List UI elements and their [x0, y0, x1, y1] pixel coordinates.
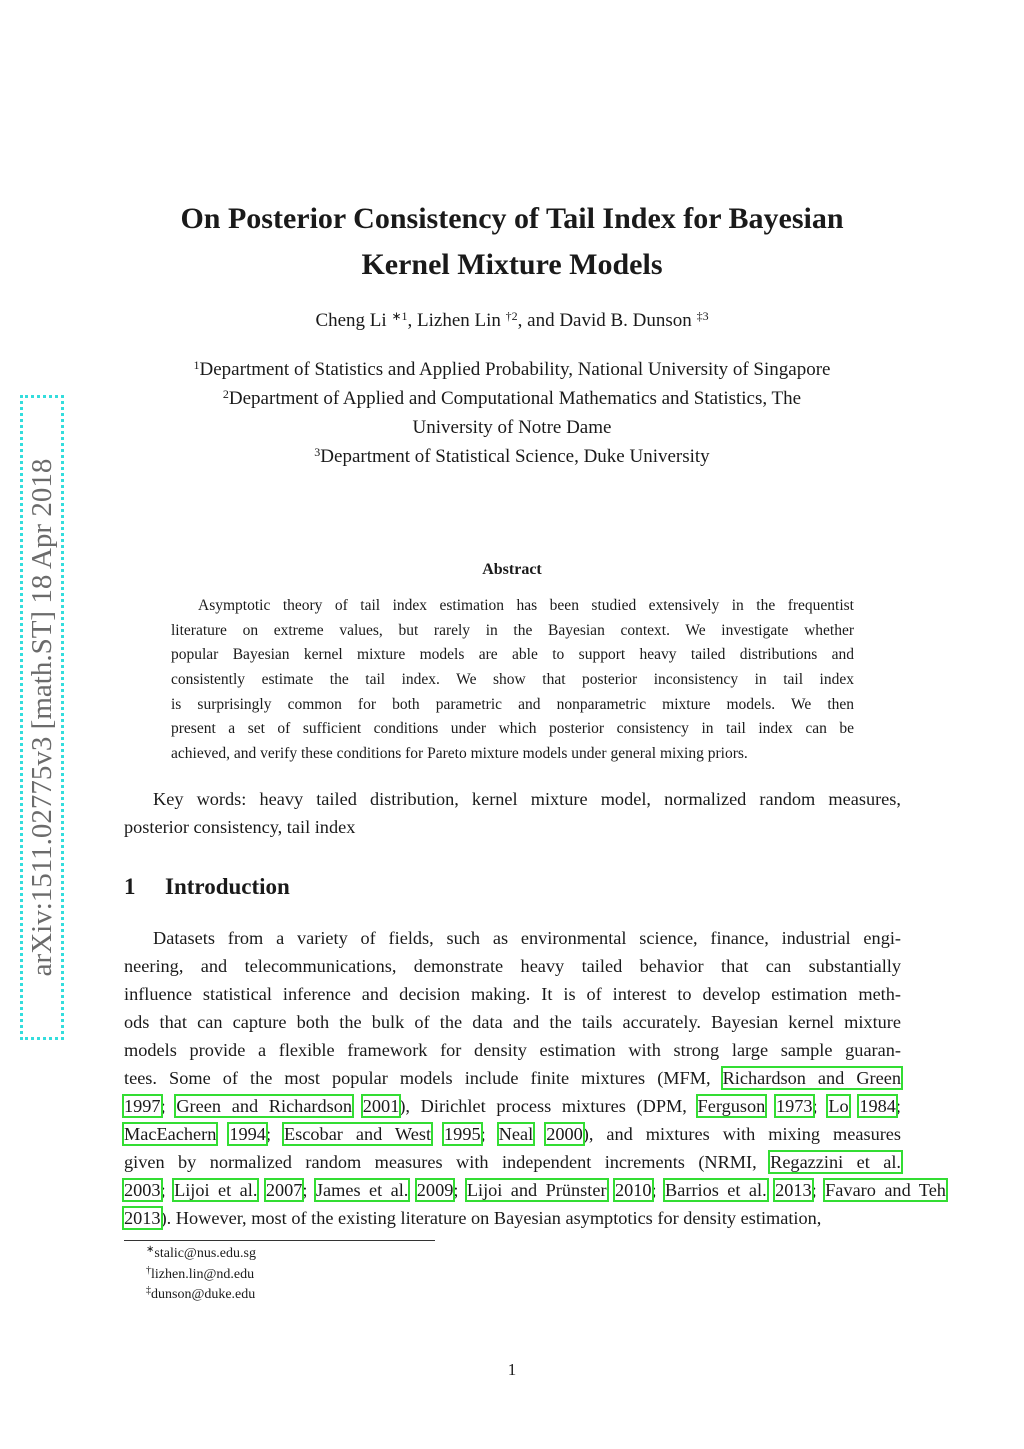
citation-year-link[interactable]: 2013: [124, 1208, 161, 1228]
abstract-line: popular Bayesian kernel mixture models are able to support heavy tailed distributions and: [171, 646, 854, 664]
citation-link[interactable]: Richardson and Green: [722, 1068, 902, 1088]
author-name: Cheng Li: [315, 310, 387, 331]
affiliation-line: [110, 355, 914, 384]
section-number: 1: [124, 874, 136, 899]
footnotes: [146, 1244, 256, 1306]
footnote-mark: ∗: [146, 1244, 155, 1255]
abstract-line: is surprisingly common for both parametric and nonparametric mixture models. We then: [171, 695, 854, 713]
citation-link[interactable]: Regazzini et al.: [770, 1152, 901, 1172]
text-run: ;: [480, 1124, 499, 1144]
text-run: ;: [812, 1096, 829, 1116]
section-title: Introduction: [165, 874, 290, 899]
paragraph-line: neering, and telecommunications, demonstrate heavy tailed behavior that can substantially: [124, 956, 901, 976]
text-run: ;: [651, 1180, 666, 1200]
citation-year-link[interactable]: 1994: [229, 1124, 266, 1144]
affiliation-text: University of Notre Dame: [412, 417, 612, 438]
introduction-paragraph: [124, 924, 946, 1232]
text-run: tees. Some of the most popular models include finite mixtures (MFM,: [124, 1068, 723, 1088]
footnote-email: dunson@duke.edu: [151, 1287, 256, 1302]
citation-link[interactable]: Lo: [828, 1096, 849, 1116]
keywords-line: posterior consistency, tail index: [124, 817, 356, 837]
abstract-line: consistently estimate the tail index. We show that posterior inconsistency in tail index: [171, 671, 854, 689]
citation-year-link[interactable]: 1995: [444, 1124, 481, 1144]
citation-link[interactable]: Barrios et al.: [665, 1180, 767, 1200]
text-run: ;: [453, 1180, 467, 1200]
affiliation-text: Department of Applied and Computational Mathematics and Statistics, The: [228, 388, 802, 409]
page-number: 1: [507, 1360, 517, 1379]
text-run: ), and mixtures with mixing measures: [582, 1124, 902, 1144]
citation-year-link[interactable]: 1984: [859, 1096, 896, 1116]
text-run: ;: [811, 1180, 826, 1200]
affiliation-number: 1: [193, 358, 200, 372]
author-separator: ,: [407, 310, 417, 331]
author-name: David B. Dunson: [559, 310, 692, 331]
footnote-mark: †: [146, 1264, 151, 1276]
text-run: ;: [160, 1180, 175, 1200]
abstract-line: literature on extreme values, but rarely in the Bayesian context. We investigate whether: [171, 621, 854, 639]
citation-year-link[interactable]: 2001: [362, 1096, 400, 1116]
footnote: [146, 1285, 256, 1306]
citation-year-link[interactable]: 2010: [614, 1180, 652, 1200]
footnote-rule: [124, 1240, 435, 1241]
paper-title: [110, 196, 914, 288]
footnote: [146, 1265, 256, 1286]
footnote-email: stalic@nus.edu.sg: [154, 1246, 256, 1261]
citation-link[interactable]: Escobar and West: [284, 1124, 432, 1144]
abstract-body: [171, 594, 854, 767]
citation-year-link[interactable]: 2009: [416, 1180, 454, 1200]
author-separator: , and: [517, 310, 560, 331]
keywords: [124, 785, 901, 841]
text-run: ;: [895, 1096, 901, 1116]
affiliation-line: [110, 413, 914, 442]
author-mark: †2: [505, 309, 518, 323]
paragraph-line: [124, 1176, 946, 1204]
abstract-line: present a set of sufficient conditions under which posterior consistency in tail index can be: [171, 720, 854, 738]
affiliation-text: Department of Statistical Science, Duke University: [320, 446, 710, 467]
arxiv-stamp-text[interactable]: arXiv:1511.02775v3 [math.ST] 18 Apr 2018: [20, 395, 64, 1040]
affiliation-number: 3: [314, 445, 321, 459]
citation-link[interactable]: Neal: [498, 1124, 534, 1144]
citation-year-link[interactable]: 1997: [124, 1096, 161, 1116]
citation-year-link[interactable]: 2013: [775, 1180, 812, 1200]
arxiv-stamp[interactable]: [20, 395, 64, 1040]
affiliation-line: [110, 442, 914, 471]
affiliations: [110, 355, 914, 471]
citation-year-link[interactable]: 2003: [124, 1180, 161, 1200]
abstract-line: achieved, and verify these conditions for Pareto mixture models under general mixing priors.: [171, 745, 748, 763]
abstract-line: Asymptotic theory of tail index estimation has been studied extensively in the frequentist: [198, 597, 854, 614]
affiliation-number: 2: [222, 387, 229, 401]
text-run: ), Dirichlet process mixtures (DPM,: [399, 1096, 698, 1116]
citation-link[interactable]: MacEachern: [124, 1124, 217, 1144]
title-line-1: On Posterior Consistency of Tail Index for Bayesian: [180, 202, 844, 235]
citation-link[interactable]: Green and Richardson: [176, 1096, 353, 1116]
citation-link[interactable]: Lijoi et al.: [174, 1180, 258, 1200]
paragraph-line: influence statistical inference and decision making. It is of interest to develop estimation meth-: [124, 984, 901, 1004]
citation-year-link[interactable]: 1973: [775, 1096, 813, 1116]
citation-link[interactable]: James et al.: [315, 1180, 409, 1200]
citation-year-link[interactable]: 2007: [265, 1180, 303, 1200]
author-mark: ‡3: [696, 309, 709, 323]
paragraph-line: ods that can capture both the bulk of the data and the tails accurately. Bayesian kernel mixture: [124, 1012, 901, 1032]
title-line-2: Kernel Mixture Models: [361, 248, 663, 281]
abstract-heading: Abstract: [482, 561, 542, 578]
paragraph-line: [124, 1120, 901, 1148]
keywords-line: Key words: heavy tailed distribution, kernel mixture model, normalized random measures,: [153, 789, 901, 809]
paragraph-line: [124, 1064, 901, 1092]
text-run: ;: [160, 1096, 177, 1116]
footnote: [146, 1244, 256, 1265]
text-run: ;: [302, 1180, 316, 1200]
paragraph-line: [124, 1148, 901, 1176]
citation-link[interactable]: Ferguson: [697, 1096, 766, 1116]
text-run: ;: [265, 1124, 285, 1144]
text-run: ). However, most of the existing literature on Bayesian asymptotics for density estimation,: [160, 1208, 822, 1228]
paragraph-line: [124, 1204, 901, 1232]
author-name: Lizhen Lin: [417, 310, 501, 331]
paragraph-line: Datasets from a variety of fields, such as environmental science, finance, industrial engi-: [153, 928, 901, 948]
affiliation-text: Department of Statistics and Applied Probability, National University of Singapore: [199, 359, 831, 380]
paragraph-line: models provide a flexible framework for density estimation with strong large sample guaran-: [124, 1040, 901, 1060]
paragraph-line: [124, 1092, 901, 1120]
citation-link[interactable]: Lijoi and Prünster: [466, 1180, 607, 1200]
affiliation-line: [110, 384, 914, 413]
author-mark: ∗1: [391, 309, 408, 323]
footnote-email: lizhen.lin@nd.edu: [151, 1266, 255, 1282]
citation-link[interactable]: Favaro and Teh: [825, 1180, 946, 1200]
text-run: given by normalized random measures with independent increments (NRMI,: [124, 1152, 771, 1172]
footnote-mark: ‡: [146, 1285, 151, 1296]
citation-year-link[interactable]: 2000: [546, 1124, 583, 1144]
author-list: [110, 308, 914, 334]
section-heading: [124, 874, 290, 900]
